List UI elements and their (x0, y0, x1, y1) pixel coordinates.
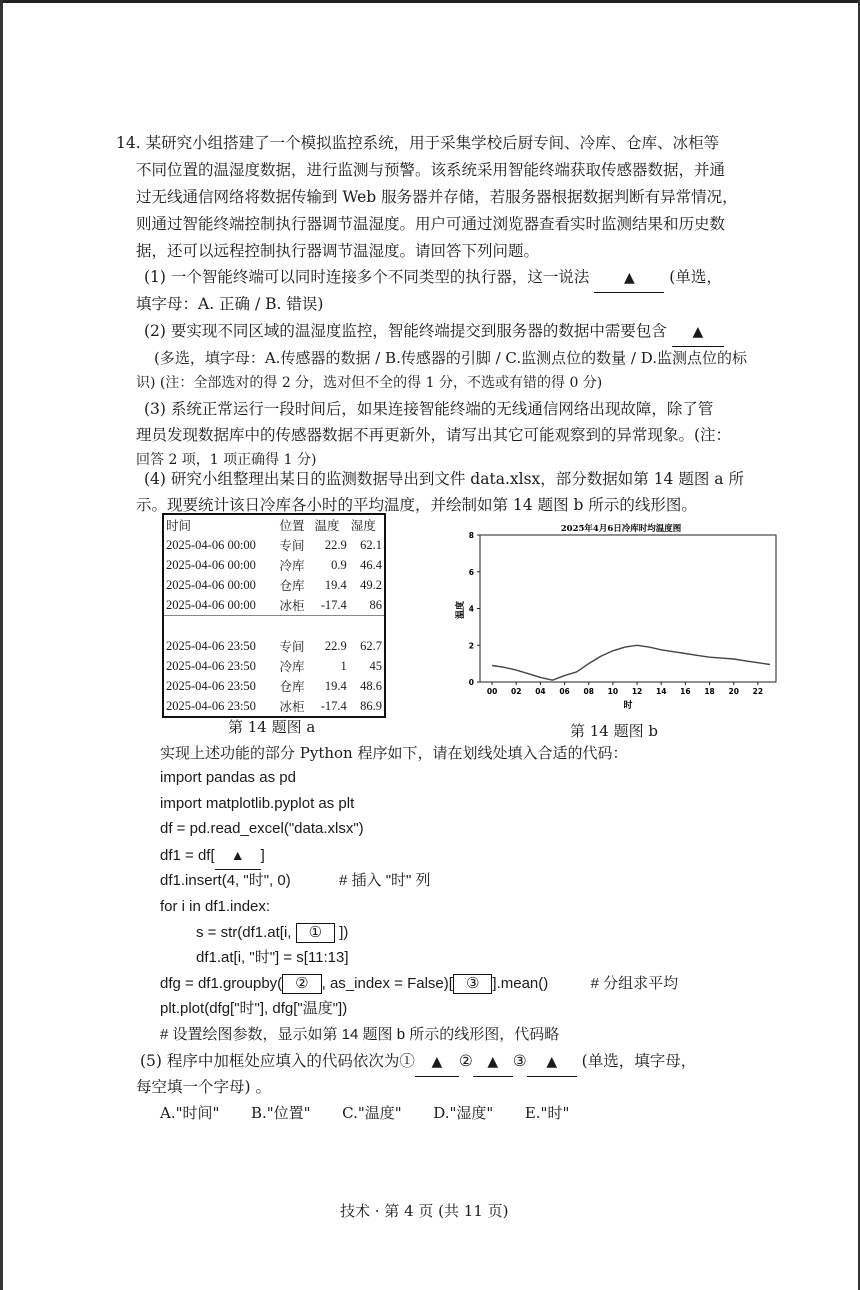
subquestion-4: (4) 研究小组整理出某日的监测数据导出到文件 data.xlsx，部分数据如第 14 题图 a 所 (144, 470, 744, 488)
table-cell: 62.1 (360, 537, 382, 552)
table-cell: 仓库 (279, 579, 305, 593)
y-axis-label: 温度 (456, 600, 466, 620)
table-cell: 专间 (279, 539, 305, 553)
y-tick-label: 4 (468, 604, 474, 614)
table-cell: 86 (369, 597, 382, 612)
code-line: for i in df1.index: (160, 898, 271, 915)
options-row (160, 1100, 569, 1127)
table-cell: 1 (340, 658, 347, 673)
subquestion-text: (单选，填字母， (581, 1052, 697, 1070)
x-tick-label: 20 (728, 687, 739, 696)
table-cell: 2025-04-06 23:50 (166, 638, 256, 653)
data-table (162, 513, 386, 718)
table-row (163, 575, 385, 595)
header-cell: 温度 (314, 519, 340, 533)
code-comment: # 插入 "时" 列 (339, 872, 431, 889)
subquestion-text: (1) 一个智能终端可以同时连接多个不同类型的执行器，这一说法 (144, 268, 590, 286)
code-line (160, 868, 431, 894)
table-cell: 专间 (279, 640, 305, 654)
x-tick-label: 14 (656, 687, 667, 696)
code-intro: 实现上述功能的部分 Python 程序如下，请在划线处填入合适的代码： (160, 744, 628, 762)
answer-blank[interactable] (215, 842, 261, 870)
table-cell: 19.4 (324, 678, 347, 693)
triangle-marker: ▲ (230, 847, 245, 863)
subquestion-2-note: 识) (注：全部选对的得 2 分，选对但不全的得 1 分，不选或有错的得 0 分) (136, 375, 603, 391)
table-cell: 2025-04-06 23:50 (166, 698, 256, 713)
answer-blank[interactable] (415, 1048, 459, 1077)
code-comment: # 设置绘图参数，显示如第 14 题图 b 所示的线形图，代码略 (160, 1026, 560, 1043)
question-stem-line: 则通过智能终端控制执行器调节温湿度。用户可通过浏览器查看实时监测结果和历史数 (136, 215, 726, 233)
table-row (163, 676, 385, 696)
table-cell: 22.9 (324, 638, 347, 653)
table-cell: 2025-04-06 23:50 (166, 678, 256, 693)
figure-b-caption: 第 14 题图 b (570, 722, 658, 740)
table-ellipsis-row (163, 616, 385, 637)
table-cell: 冰柜 (279, 599, 305, 613)
subquestion-text: (5) 程序中加框处应填入的代码依次为① (140, 1052, 415, 1070)
table-cell: 62.7 (360, 638, 382, 653)
line-chart (448, 516, 778, 716)
x-tick-label: 06 (559, 687, 570, 696)
code-text: ].mean() (492, 975, 549, 992)
y-tick-label: 2 (468, 641, 474, 651)
code-text: ] (260, 847, 265, 864)
answer-blank[interactable] (594, 264, 664, 293)
table-cell: -17.4 (320, 597, 347, 612)
table-cell: 仓库 (279, 680, 305, 694)
triangle-marker: ▲ (431, 1054, 443, 1070)
code-line: plt.plot(dfg["时"], dfg["温度"]) (160, 1000, 348, 1017)
table-row (163, 696, 385, 717)
plot-frame (480, 535, 776, 682)
y-tick-label: 8 (468, 531, 474, 540)
code-line (196, 920, 348, 946)
page-footer: 技术 · 第 4 页 (共 11 页) (340, 1202, 509, 1220)
subquestion-3-line: 回答 2 项，1 项正确得 1 分) (136, 452, 317, 468)
table-cell: 46.4 (360, 557, 382, 572)
table-row (163, 555, 385, 575)
option-c: C."温度" (342, 1104, 402, 1122)
table-cell: -17.4 (320, 698, 347, 713)
table-cell: 86.9 (360, 698, 382, 713)
subquestion-2 (144, 318, 724, 347)
code-text: ]) (339, 924, 349, 941)
x-tick-label: 02 (511, 687, 522, 696)
code-line (160, 971, 678, 997)
subquestion-5-line: 每空填一个字母) 。 (136, 1078, 271, 1096)
header-cell: 湿度 (350, 519, 376, 533)
y-tick-label: 0 (468, 678, 474, 687)
subquestion-1 (144, 264, 722, 293)
header-cell: 时间 (166, 519, 192, 533)
subquestion-text: ② (458, 1052, 473, 1070)
answer-blank[interactable] (527, 1048, 577, 1077)
x-tick-label: 04 (535, 687, 546, 696)
subquestion-3-line: 理员发现数据库中的传感器数据不再更新外，请写出其它可能观察到的异常现象。(注： (136, 426, 732, 444)
triangle-marker: ▲ (487, 1054, 499, 1070)
table-cell: 45 (369, 658, 382, 673)
subquestion-text: ③ (512, 1052, 527, 1070)
x-tick-label: 16 (680, 687, 691, 696)
table-cell: 19.4 (324, 577, 347, 592)
page-border (0, 0, 860, 3)
triangle-marker: ▲ (692, 324, 704, 340)
table-row (163, 636, 385, 656)
table-row (163, 656, 385, 676)
code-line: import matplotlib.pyplot as plt (160, 795, 355, 812)
table-cell: 2025-04-06 23:50 (166, 658, 256, 673)
code-text: s = str(df1.at[i, (196, 924, 292, 941)
subquestion-5 (140, 1048, 696, 1077)
option-b: B."位置" (250, 1104, 311, 1122)
x-tick-label: 00 (486, 687, 498, 696)
table-cell: 2025-04-06 00:00 (166, 557, 256, 572)
answer-box-1[interactable]: ① (296, 923, 335, 943)
series-line (492, 645, 770, 680)
subquestion-1-options: 填字母：A. 正确 / B. 错误) (136, 295, 324, 313)
question-stem-line: 过无线通信网络将数据传输到 Web 服务器并存储，若服务器根据数据判断有异常情况， (136, 188, 738, 206)
table-row (163, 595, 385, 616)
question-stem-line: 据，还可以远程控制执行器调节温湿度。请回答下列问题。 (136, 242, 540, 260)
x-tick-label: 22 (752, 687, 764, 696)
chart-title: 2025年4月6日冷库时均温度图 (560, 524, 682, 534)
x-tick-label: 10 (607, 687, 619, 696)
subquestion-2-options: (多选，填字母：A.传感器的数据 / B.传感器的引脚 / C.监测点位的数量 / D.监测点位的标 (154, 349, 747, 367)
code-line: df = pd.read_excel("data.xlsx") (160, 820, 364, 837)
code-text: dfg = df1.groupby( (160, 975, 283, 992)
figure-a-caption: 第 14 题图 a (228, 718, 316, 736)
table-cell: 22.9 (324, 537, 347, 552)
subquestion-4-line: 示。现要统计该日冷库各小时的平均温度，并绘制如第 14 题图 b 所示的线形图。 (136, 496, 697, 514)
option-e: E."时" (524, 1104, 570, 1122)
table-cell: 48.6 (360, 678, 382, 693)
x-tick-label: 18 (704, 687, 715, 696)
question-stem-line: 14. 某研究小组搭建了一个模拟监控系统，用于采集学校后厨专间、冷库、仓库、冰柜等 (116, 134, 720, 152)
table-cell: 冷库 (279, 559, 305, 573)
x-axis-label: 时 (623, 701, 633, 711)
code-text: , as_index = False)[ (321, 975, 453, 992)
header-cell: 位置 (279, 519, 305, 533)
x-tick-label: 12 (631, 687, 643, 696)
subquestion-3: (3) 系统正常运行一段时间后，如果连接智能终端的无线通信网络出现故障，除了管 (144, 400, 714, 418)
subquestion-text: (单选， (669, 268, 722, 286)
answer-blank[interactable] (473, 1048, 513, 1077)
code-line (160, 842, 265, 870)
subquestion-text: (2) 要实现不同区域的温湿度监控，智能终端提交到服务器的数据中需要包含 (144, 322, 667, 340)
table-header-row (163, 514, 385, 535)
question-stem-line: 不同位置的温湿度数据，进行监测与预警。该系统采用智能终端获取传感器数据，并通 (136, 161, 726, 179)
table-cell: 0.9 (331, 557, 347, 572)
code-line: import pandas as pd (160, 769, 296, 786)
triangle-marker: ▲ (546, 1054, 558, 1070)
y-tick-label: 6 (468, 567, 474, 577)
table-cell: 2025-04-06 00:00 (166, 537, 256, 552)
table-cell: 2025-04-06 00:00 (166, 597, 256, 612)
answer-box-3[interactable]: ③ (453, 974, 492, 994)
table-cell: 2025-04-06 00:00 (166, 577, 256, 592)
x-tick-label: 08 (583, 687, 594, 696)
table-cell: 49.2 (360, 577, 382, 592)
code-text: df1 = df[ (160, 847, 215, 864)
code-line: df1.at[i, "时"] = s[11:13] (196, 949, 349, 966)
answer-box-2[interactable]: ② (282, 974, 321, 994)
answer-blank[interactable] (672, 318, 724, 347)
option-d: D."湿度" (433, 1104, 494, 1122)
table-cell: 冷库 (279, 660, 305, 674)
triangle-marker: ▲ (623, 270, 635, 286)
code-comment: # 分组求平均 (590, 975, 679, 992)
table-row (163, 535, 385, 555)
code-text: df1.insert(4, "时", 0) (160, 872, 291, 889)
option-a: A."时间" (160, 1104, 220, 1122)
page-border (0, 0, 3, 1290)
table-cell: 冰柜 (279, 700, 305, 714)
